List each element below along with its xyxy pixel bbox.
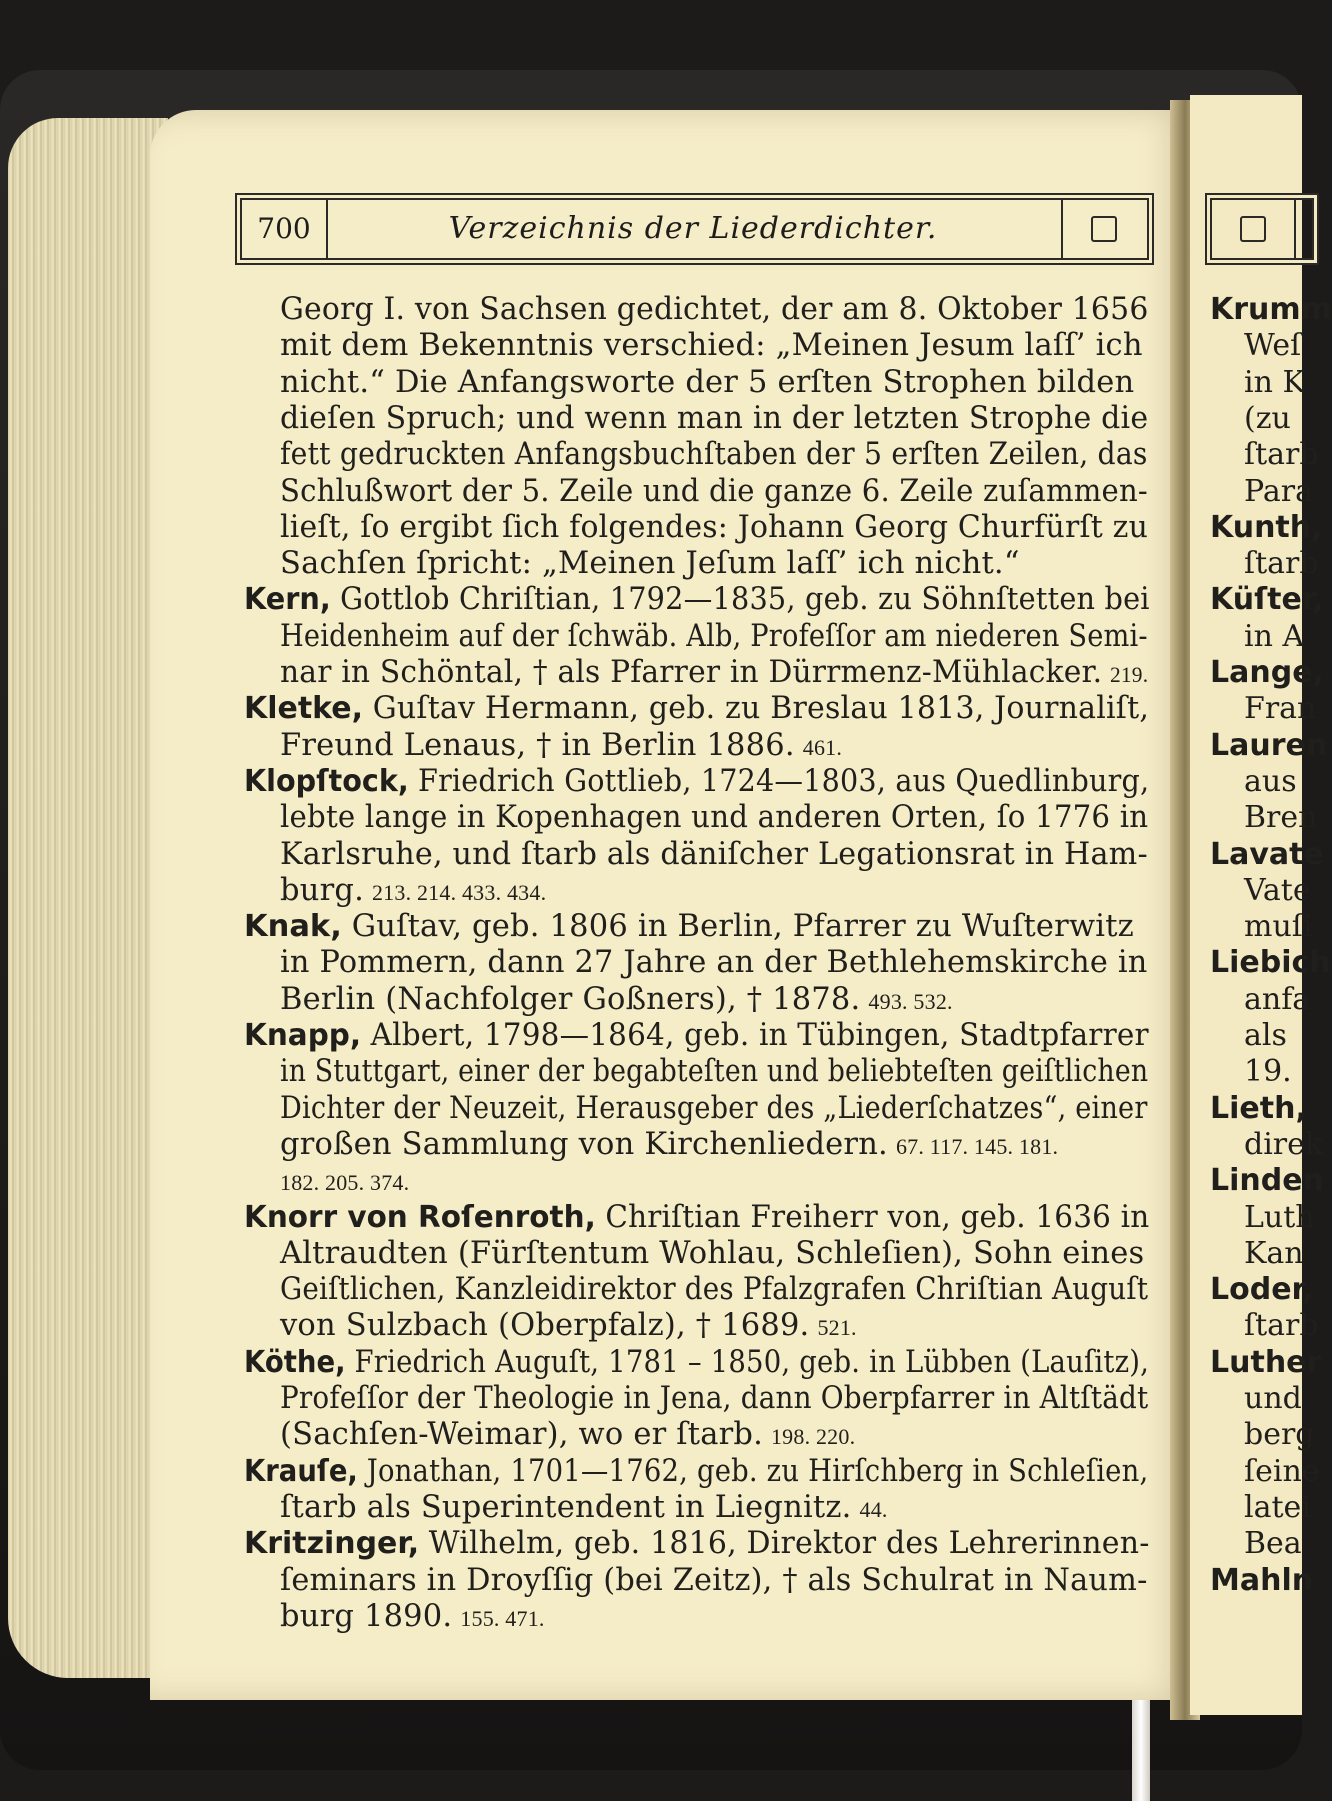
line-text: Sachſen ſpricht: „Meinen Jeſum laſſ’ ich nicht.“: [280, 546, 1020, 582]
right-page-header: [1210, 198, 1314, 260]
entry-headword-line: [244, 1200, 1149, 1236]
header-box: [1061, 200, 1147, 258]
hymn-references: 155. 471.: [460, 1605, 545, 1631]
right-line: Fran: [1244, 691, 1317, 727]
line-text: Geiſtlichen, Kanzleidirektor des Pfalzgrafen Chriſtian Auguſt: [280, 1272, 1149, 1308]
line-text: Jonathan, 1701—1762, geb. zu Hirſchberg in Schleſien,: [357, 1453, 1149, 1489]
headword: Knorr von Roſenroth,: [244, 1199, 596, 1235]
hymn-references: 521.: [817, 1315, 857, 1341]
right-headword: Lavate: [1210, 836, 1324, 872]
hymn-references: 44.: [859, 1496, 888, 1522]
hymn-references: 461.: [802, 734, 843, 760]
line-text: Georg I. von Sachsen gedichtet, der am 8. Oktober 1656: [280, 292, 1149, 327]
text-line: [280, 437, 1148, 473]
page-title: Verzeichnis der Liederdichter.: [448, 211, 938, 246]
text-line: [280, 546, 1020, 582]
right-line: in A: [1244, 618, 1305, 654]
hymn-references: 67. 117. 145. 181.: [895, 1133, 1059, 1159]
right-line: Bren: [1244, 800, 1318, 836]
right-headword: Linden: [1210, 1163, 1324, 1199]
right-headword: Loder,: [1210, 1272, 1314, 1308]
line-text: nicht.“ Die Anfangsworte der 5 erſten Strophen bilden: [280, 364, 1135, 400]
headword: Krauſe,: [244, 1453, 358, 1489]
right-headword: Liebich: [1210, 945, 1331, 981]
right-line: Para: [1244, 473, 1313, 509]
line-text: Albert, 1798—1864, geb. in Tübingen, Stadtpfarrer: [361, 1018, 1149, 1053]
line-text: Schlußwort der 5. Zeile und die ganze 6. Zeile zuſammen-: [280, 473, 1148, 509]
bookmark-ribbon: [1132, 1700, 1150, 1801]
right-line: Kan: [1244, 1235, 1304, 1271]
text-line: [280, 873, 546, 911]
text-line: [280, 1272, 1148, 1308]
square-icon: [1240, 216, 1266, 242]
entry-headword-line: [244, 1454, 1148, 1490]
line-text: ſtarb als Superintendent in Liegnitz.: [280, 1489, 852, 1525]
line-text: Guſtav Hermann, geb. zu Breslau 1813, Journaliſt,: [363, 691, 1150, 727]
line-text: Chriſtian Freiherr von, geb. 1636 in: [595, 1199, 1150, 1235]
right-page-text: [1210, 292, 1332, 1622]
right-line: Weſ: [1244, 328, 1302, 364]
headword: Kritzinger,: [244, 1526, 420, 1562]
headword: Klopſtock,: [244, 763, 409, 799]
square-icon: [1091, 216, 1117, 242]
line-text: in Stuttgart, einer der begabteſten und beliebteſten geiſtlichen: [280, 1054, 1149, 1090]
text-line: [280, 837, 1148, 873]
line-text: nar in Schöntal, † als Pfarrer in Dürrmenz-Mühlacker.: [280, 655, 1103, 690]
line-text: burg.: [280, 872, 364, 908]
text-line: [280, 655, 1148, 693]
line-text: lieſt, ſo ergibt ſich folgendes: Johann Georg Churfürſt zu: [280, 509, 1149, 545]
text-line: [280, 292, 1149, 328]
headword: Knapp,: [244, 1018, 362, 1053]
text-line: [280, 1308, 857, 1346]
right-line: anfa: [1244, 981, 1311, 1017]
hymn-references: 213. 214. 433. 434.: [371, 879, 547, 905]
line-text: Freund Lenaus, † in Berlin 1886.: [280, 727, 795, 763]
right-line: direk: [1244, 1126, 1324, 1162]
headword: Köthe,: [244, 1344, 346, 1380]
line-text: Guſtav, geb. 1806 in Berlin, Pfarrer zu Wuſterwitz: [341, 909, 1134, 945]
headword: Knak,: [244, 909, 342, 945]
line-text: großen Sammlung von Kirchenliedern.: [280, 1126, 888, 1162]
right-header-box: [1212, 200, 1296, 258]
right-headword: Luther: [1210, 1344, 1322, 1380]
right-line: ſtarb: [1244, 546, 1319, 582]
text-line: [280, 474, 1148, 510]
page-edges: [8, 118, 168, 1678]
text-line: [280, 1091, 1147, 1127]
line-text: Berlin (Nachfolger Goßners), † 1878.: [280, 981, 861, 1017]
line-text: mit dem Bekenntnis verschied: „Meinen Jesum laſſ’ ich: [280, 328, 1143, 364]
line-text: von Sulzbach (Oberpfalz), † 1689.: [280, 1308, 810, 1344]
entry-headword-line: [244, 764, 1149, 800]
line-text: fett gedruckten Anfangsbuchſtaben der 5 erſten Zeilen, das: [280, 437, 1148, 473]
page-header: [240, 198, 1149, 260]
right-headword: Küſter,: [1210, 582, 1324, 618]
right-line: ſtarb: [1244, 1308, 1319, 1344]
hymn-references: 198. 220.: [770, 1424, 856, 1450]
text-line: [280, 945, 1147, 981]
right-line: und: [1244, 1381, 1302, 1416]
line-text: Dichter der Neuzeit, Herausgeber des „Liederſchatzes“, einer: [280, 1090, 1148, 1126]
line-text: Karlsruhe, und ſtarb als däniſcher Legationsrat in Ham-: [280, 836, 1148, 872]
entry-headword-line: [244, 1345, 1149, 1381]
right-headword: Lange,: [1210, 655, 1324, 690]
right-headword: Kunth,: [1210, 509, 1323, 545]
line-text: lebte lange in Kopenhagen und anderen Orten, ſo 1776 in: [280, 800, 1149, 836]
entry-headword-line: [244, 909, 1134, 945]
headword: Kern,: [244, 582, 331, 618]
line-text: (Sachſen-Weimar), wo er ſtarb.: [280, 1417, 763, 1453]
text-line: [280, 728, 842, 766]
text-line: [280, 800, 1148, 836]
right-line: berg: [1244, 1417, 1315, 1453]
right-line: als: [1244, 1018, 1287, 1053]
line-text: Friedrich Auguſt, 1781 – 1850, geb. in Lübben (Lauſitz),: [345, 1344, 1150, 1380]
page-number: 700: [242, 200, 328, 258]
entry-headword-line: [244, 1526, 1150, 1562]
text-line: [280, 510, 1148, 546]
hymn-references: 219.: [1110, 662, 1149, 687]
text-line: [280, 1127, 1058, 1165]
text-line: [280, 365, 1134, 401]
right-line: ſeine: [1244, 1453, 1320, 1489]
right-line: latei: [1244, 1489, 1311, 1525]
right-line: (zu: [1244, 400, 1291, 436]
entry-headword-line: [244, 1018, 1149, 1054]
right-line: ſtarb: [1244, 437, 1319, 473]
hymn-references: 182. 205. 374.: [280, 1170, 410, 1196]
line-text: dieſen Spruch; und wenn man in der letzten Strophe die: [280, 400, 1149, 436]
text-line: [280, 619, 1148, 655]
right-headword: Lieth,: [1210, 1090, 1307, 1126]
line-text: Altraudten (Fürſtentum Wohlau, Schleſien), Sohn eines: [280, 1235, 1145, 1271]
text-line: [280, 1236, 1144, 1272]
right-line: Vate: [1244, 872, 1311, 908]
line-text: ſeminars in Droyſſig (bei Zeitz), † als Schulrat in Naum-: [280, 1562, 1148, 1598]
right-line: muſi: [1244, 909, 1313, 945]
text-line: [280, 1490, 888, 1528]
line-text: Profeſſor der Theologie in Jena, dann Oberpfarrer in Altſtädt: [280, 1381, 1149, 1416]
text-line: [280, 401, 1148, 437]
text-line: [280, 1599, 545, 1637]
line-text: in Pommern, dann 27 Jahre an der Bethlehemskirche in: [280, 945, 1148, 981]
line-text: Gottlob Chriſtian, 1792—1835, geb. zu Söhnſtetten bei: [330, 582, 1150, 618]
right-line: in K: [1244, 364, 1305, 400]
entry-headword-line: [244, 582, 1150, 618]
right-headword: Mahln: [1210, 1562, 1314, 1598]
text-line: [280, 1563, 1148, 1599]
entry-headword-line: [244, 691, 1149, 727]
hymn-references: 493. 532.: [868, 988, 953, 1014]
line-text: Friedrich Gottlieb, 1724—1803, aus Quedlinburg,: [408, 763, 1150, 799]
right-line: Luth: [1244, 1199, 1315, 1235]
line-text: Wilhelm, geb. 1816, Direktor des Lehrerinnen-: [419, 1526, 1150, 1562]
right-line: Bea: [1244, 1526, 1302, 1562]
right-line: aus: [1244, 763, 1297, 799]
text-line: [280, 328, 1143, 364]
line-text: burg 1890.: [280, 1598, 453, 1634]
text-line: [280, 1163, 409, 1201]
right-headword: Lauren: [1210, 727, 1328, 763]
text-line: [280, 1417, 855, 1455]
text-line: [280, 1381, 1148, 1417]
text-line: [280, 1054, 1148, 1090]
right-headword: Krumm: [1210, 292, 1332, 327]
right-line: 19.: [1244, 1054, 1292, 1090]
line-text: Heidenheim auf der ſchwäb. Alb, Profeſſor am niederen Semi-: [280, 618, 1148, 654]
headword: Kletke,: [244, 691, 364, 727]
text-line: [280, 982, 953, 1020]
